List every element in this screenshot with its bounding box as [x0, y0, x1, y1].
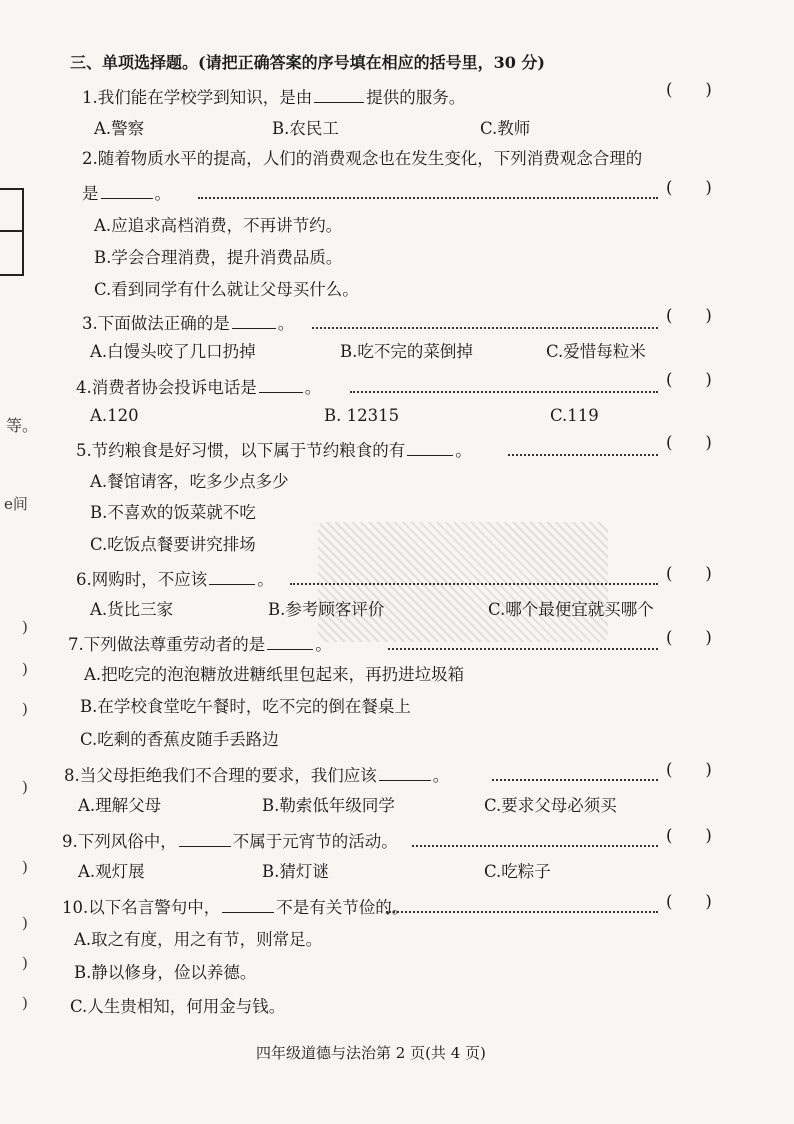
leader-dots	[290, 583, 658, 585]
left-bracket-mark	[0, 230, 24, 232]
leader-dots	[386, 911, 658, 913]
q9-option-a: A.观灯展	[78, 862, 145, 881]
leader-dots	[508, 454, 658, 456]
answer-paren-8[interactable]: ( )	[666, 760, 712, 779]
faint-stamp	[318, 522, 608, 642]
q1-option-c: C.教师	[480, 119, 531, 138]
q7-option-c: C.吃剩的香蕉皮随手丢路边	[80, 730, 279, 749]
left-margin-paren: )	[22, 994, 28, 1012]
q6-option-a: A.货比三家	[90, 600, 174, 619]
q7-option-b: B.在学校食堂吃午餐时，吃不完的倒在餐桌上	[80, 697, 411, 716]
leader-dots	[350, 391, 658, 393]
answer-paren-6[interactable]: ( )	[666, 564, 712, 583]
left-margin-paren: )	[22, 858, 28, 876]
q2-option-a: A.应追求高档消费，不再讲节约。	[94, 216, 343, 235]
leader-dots	[412, 845, 658, 847]
left-margin-paren: )	[22, 914, 28, 932]
question-9-stem: 9.下列风俗中， 不属于元宵节的活动。	[62, 828, 398, 854]
q8-option-a: A.理解父母	[78, 796, 162, 815]
q5-option-a: A.餐馆请客，吃多少点多少	[90, 472, 289, 491]
q9-option-c: C.吃粽子	[484, 862, 551, 881]
left-margin-text: e间	[4, 495, 28, 513]
answer-paren-1[interactable]: ( )	[666, 80, 712, 99]
answer-blank[interactable]	[259, 374, 303, 393]
leader-dots	[312, 327, 658, 329]
q8-option-c: C.要求父母必须买	[484, 796, 617, 815]
question-6-stem: 6.网购时，不应该 。	[76, 566, 274, 592]
q4-option-b: B. 12315	[324, 406, 400, 425]
q8-option-b: B.勒索低年级同学	[262, 796, 395, 815]
answer-blank[interactable]	[101, 180, 153, 199]
question-2-stem: 2.随着物质水平的提高，人们的消费观念也在发生变化，下列消费观念合理的	[82, 149, 643, 168]
answer-paren-5[interactable]: ( )	[666, 433, 712, 452]
answer-paren-4[interactable]: ( )	[666, 370, 712, 389]
left-margin-paren: )	[22, 700, 28, 718]
leader-dots	[492, 779, 658, 781]
q6-option-c: C.哪个最便宜就买哪个	[488, 600, 654, 619]
q4-option-a: A.120	[90, 406, 139, 425]
q5-option-b: B.不喜欢的饭菜就不吃	[90, 503, 256, 522]
left-bracket-mark	[0, 188, 24, 276]
q10-option-a: A.取之有度，用之有节，则常足。	[74, 930, 323, 949]
q3-option-a: A.白馒头咬了几口扔掉	[90, 342, 256, 361]
answer-blank[interactable]	[407, 437, 453, 456]
answer-paren-7[interactable]: ( )	[666, 628, 712, 647]
question-3-stem: 3.下面做法正确的是 。	[82, 310, 294, 336]
leader-dots	[388, 648, 658, 650]
q10-option-b: B.静以修身，俭以养德。	[74, 963, 257, 982]
q1-option-b: B.农民工	[272, 119, 339, 138]
answer-blank[interactable]	[222, 894, 274, 913]
answer-paren-3[interactable]: ( )	[666, 306, 712, 325]
answer-blank[interactable]	[232, 310, 276, 329]
question-7-stem: 7.下列做法尊重劳动者的是 。	[68, 631, 332, 657]
answer-blank[interactable]	[379, 762, 431, 781]
question-8-stem: 8.当父母拒绝我们不合理的要求，我们应该 。	[64, 762, 449, 788]
page-footer: 四年级道德与法治第 2 页(共 4 页)	[256, 1044, 486, 1062]
question-1-stem: 1.我们能在学校学到知识，是由 提供的服务。	[82, 84, 465, 110]
q10-option-c: C.人生贵相知，何用金与钱。	[70, 997, 286, 1016]
left-margin-text: 等。	[6, 416, 39, 435]
question-4-stem: 4.消费者协会投诉电话是 。	[76, 374, 321, 400]
answer-blank[interactable]	[314, 84, 364, 103]
section-title: 三、单项选择题。(请把正确答案的序号填在相应的括号里，30 分)	[70, 53, 545, 72]
q3-option-b: B.吃不完的菜倒掉	[340, 342, 473, 361]
question-2-stem-line2: 是 。	[82, 180, 171, 206]
question-10-stem: 10.以下名言警句中， 不是有关节俭的。	[62, 894, 408, 920]
q4-option-c: C.119	[550, 406, 599, 425]
q1-option-a: A.警察	[94, 119, 145, 138]
q9-option-b: B.猜灯谜	[262, 862, 329, 881]
answer-blank[interactable]	[267, 631, 313, 650]
answer-blank[interactable]	[179, 828, 231, 847]
answer-paren-10[interactable]: ( )	[666, 892, 712, 911]
left-margin-paren: )	[22, 660, 28, 678]
q3-option-c: C.爱惜每粒米	[546, 342, 646, 361]
q5-option-c: C.吃饭点餐要讲究排场	[90, 535, 256, 554]
left-margin-paren: )	[22, 778, 28, 796]
q7-option-a: A.把吃完的泡泡糖放进糖纸里包起来，再扔进垃圾箱	[84, 665, 465, 684]
q6-option-b: B.参考顾客评价	[268, 600, 385, 619]
q2-option-b: B.学会合理消费，提升消费品质。	[94, 248, 343, 267]
leader-dots	[198, 197, 658, 199]
answer-paren-2[interactable]: ( )	[666, 178, 712, 197]
question-5-stem: 5.节约粮食是好习惯，以下属于节约粮食的有 。	[76, 437, 472, 463]
answer-paren-9[interactable]: ( )	[666, 826, 712, 845]
left-margin-paren: )	[22, 618, 28, 636]
q2-option-c: C.看到同学有什么就让父母买什么。	[94, 280, 359, 299]
left-margin-paren: )	[22, 954, 28, 972]
answer-blank[interactable]	[209, 566, 255, 585]
